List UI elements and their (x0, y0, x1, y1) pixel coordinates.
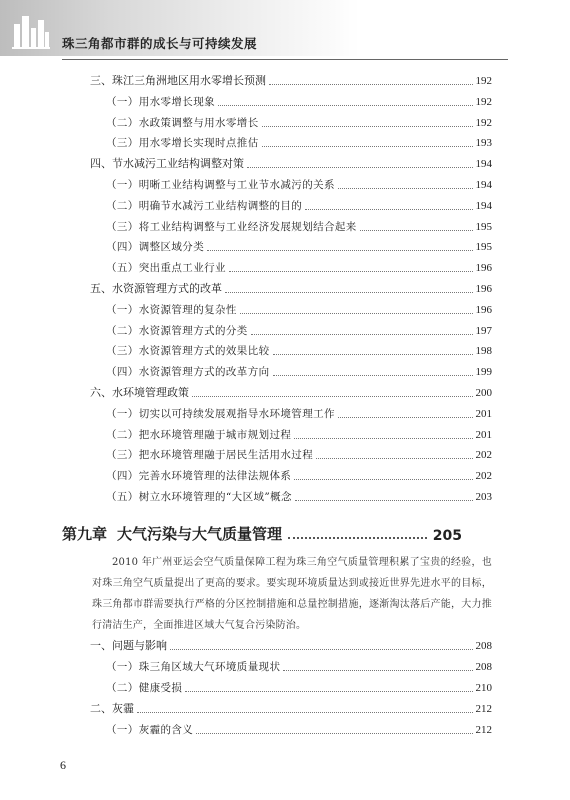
toc-entry-page-number: 212 (475, 724, 492, 736)
toc-entry-page-number: 212 (475, 703, 492, 715)
leader-dots (192, 396, 473, 397)
toc-entry-page-number: 201 (475, 407, 492, 420)
leader-dots (137, 712, 473, 713)
toc-entry-page-number: 192 (475, 95, 492, 108)
toc-entry-label: （二）水政策调整与用水零增长 (106, 116, 259, 129)
toc-entry[interactable] (62, 654, 492, 674)
leader-dots (247, 167, 473, 168)
leader-dots (273, 354, 473, 355)
toc-entry-label: （一）明晰工业结构调整与工业节水减污的关系 (106, 179, 335, 191)
toc-entry[interactable] (62, 172, 492, 192)
leader-dots (338, 417, 473, 418)
toc-entry[interactable] (62, 484, 492, 504)
toc-entry[interactable] (62, 130, 492, 150)
leader-dots (218, 105, 473, 106)
toc-entry-label: （三）用水零增长实现时点推估 (106, 137, 259, 150)
chapter-heading[interactable] (62, 522, 462, 544)
running-header-title: 珠三角都市群的成长与可持续发展 (62, 36, 258, 51)
toc-entry-page-number: 203 (475, 491, 492, 503)
toc-entry-page-number: 196 (475, 262, 492, 275)
toc-entry[interactable] (62, 234, 492, 254)
toc-entry-page-number: 199 (475, 366, 492, 379)
toc-entry-label: （一）珠三角区域大气环境质量现状 (106, 661, 281, 673)
toc-entry-label: （一）灰霾的含义 (106, 724, 194, 736)
toc-entry-page-number: 197 (475, 324, 492, 337)
toc-entry-label: （五）突出重点工业行业 (106, 262, 226, 275)
toc-entry[interactable] (62, 338, 492, 358)
toc-entry-page-number: 192 (475, 75, 492, 87)
city-skyline-logo (10, 10, 52, 50)
leader-dots (273, 375, 473, 376)
leader-dots (295, 500, 473, 501)
toc-entry[interactable] (62, 297, 492, 317)
toc-entry-label: 六、水环境管理政策 (90, 386, 189, 399)
toc-entry-label: （四）水资源管理方式的改革方向 (106, 366, 270, 379)
toc-entry[interactable] (62, 442, 492, 462)
leader-dots (185, 691, 472, 692)
toc-entry-label: （三）水资源管理方式的效果比较 (106, 345, 270, 358)
toc-entry[interactable] (62, 110, 492, 130)
toc-entry-page-number: 198 (475, 345, 492, 358)
toc-entry-page-number: 195 (475, 241, 492, 254)
chapter-page-number: 205 (432, 528, 462, 544)
leader-dots (288, 537, 427, 539)
toc-entry-label: （三）把水环境管理融于居民生活用水过程 (106, 449, 314, 462)
toc-entry-label: （二）明确节水减污工业结构调整的目的 (106, 199, 303, 212)
toc-entry-label: （一）水资源管理的复杂性 (106, 303, 237, 316)
toc-entry-label: （一）切实以可持续发展观指导水环境管理工作 (106, 407, 335, 420)
toc-entry-page-number: 194 (475, 158, 492, 171)
toc-entry-page-number: 192 (475, 116, 492, 129)
chapter-number: 第九章 (62, 525, 108, 543)
toc-entry[interactable] (62, 214, 492, 234)
toc-entry[interactable] (62, 401, 492, 421)
toc-entry[interactable] (62, 422, 492, 442)
toc-entry[interactable] (62, 633, 492, 653)
toc-entry[interactable] (62, 276, 492, 296)
toc-entry-label: （五）树立水环境管理的“大区域”概念 (106, 491, 292, 503)
toc-entry-page-number: 202 (475, 449, 492, 462)
toc-entry-label: （一）用水零增长现象 (106, 95, 215, 108)
leader-dots (269, 84, 473, 85)
toc-entry-page-number: 194 (475, 199, 492, 212)
leader-dots (207, 250, 472, 251)
leader-dots (305, 209, 472, 210)
toc-entry[interactable] (62, 359, 492, 379)
toc-entry[interactable] (62, 717, 492, 737)
leader-dots (316, 458, 472, 459)
toc-entry-page-number: 194 (475, 179, 492, 191)
leader-dots (225, 292, 473, 293)
toc-entry[interactable] (62, 463, 492, 483)
toc-entry[interactable] (62, 68, 492, 88)
toc-entry-page-number: 202 (475, 470, 492, 483)
toc-entry-page-number: 193 (475, 137, 492, 150)
leader-dots (294, 479, 472, 480)
toc-entry-page-number: 208 (475, 661, 492, 673)
toc-entry[interactable] (62, 675, 492, 695)
toc-entry-page-number: 201 (475, 428, 492, 441)
toc-entry[interactable] (62, 380, 492, 400)
toc-entry-page-number: 200 (475, 387, 492, 399)
toc-entry-label: （四）调整区域分类 (106, 241, 205, 254)
toc-entry[interactable] (62, 696, 492, 716)
leader-dots (338, 188, 473, 189)
toc-entry-label: （三）将工业结构调整与工业经济发展规划结合起来 (106, 220, 357, 233)
toc-entry-label: （二）健康受损 (106, 682, 183, 694)
leader-dots (294, 438, 472, 439)
leader-dots (262, 146, 473, 147)
toc-entry-label: 四、节水减污工业结构调整对策 (90, 157, 244, 171)
toc-entry-label: （二）把水环境管理融于城市规划过程 (106, 428, 292, 441)
toc-entry-label: 一、问题与影响 (90, 639, 167, 652)
toc-entry-label: （四）完善水环境管理的法律法规体系 (106, 470, 292, 483)
chapter-title: 大气污染与大气质量管理 (117, 525, 283, 543)
toc-entry-page-number: 208 (475, 640, 492, 652)
toc-entry[interactable] (62, 151, 492, 171)
leader-dots (283, 670, 472, 671)
toc-entry-page-number: 210 (475, 682, 492, 694)
toc-entry[interactable] (62, 193, 492, 213)
leader-dots (170, 649, 473, 650)
header-rule (62, 59, 508, 60)
toc-entry-page-number: 196 (475, 283, 492, 295)
chapter-summary: 2010 年广州亚运会空气质量保障工程为珠三角空气质量管理积累了宝贵的经验，也对珠三角空气质量提出了更高的要求。要实现环境质量达到或接近世界先进水平的目标，珠三角都市群需要执行严格的分区控制措施和总量控制措施，逐渐淘汰落后产能，大力推行清洁生产，全面推进区域大气复合污染防治。 (92, 557, 492, 631)
toc-entry-label: 二、灰霾 (90, 702, 134, 715)
toc-entry-page-number: 195 (475, 220, 492, 233)
page-folio: 6 (60, 758, 66, 772)
toc-entry[interactable] (62, 89, 492, 109)
toc-entry-label: 五、水资源管理方式的改革 (90, 282, 222, 295)
leader-dots (229, 271, 473, 272)
toc-entry-label: 三、珠江三角洲地区用水零增长预测 (90, 74, 266, 87)
toc-entry[interactable] (62, 318, 492, 338)
toc-entry-label: （二）水资源管理方式的分类 (106, 324, 248, 337)
toc-entry[interactable] (62, 255, 492, 275)
toc-entry-page-number: 196 (475, 303, 492, 316)
leader-dots (251, 334, 473, 335)
leader-dots (240, 313, 473, 314)
leader-dots (360, 230, 473, 231)
leader-dots (196, 733, 472, 734)
leader-dots (262, 126, 473, 127)
